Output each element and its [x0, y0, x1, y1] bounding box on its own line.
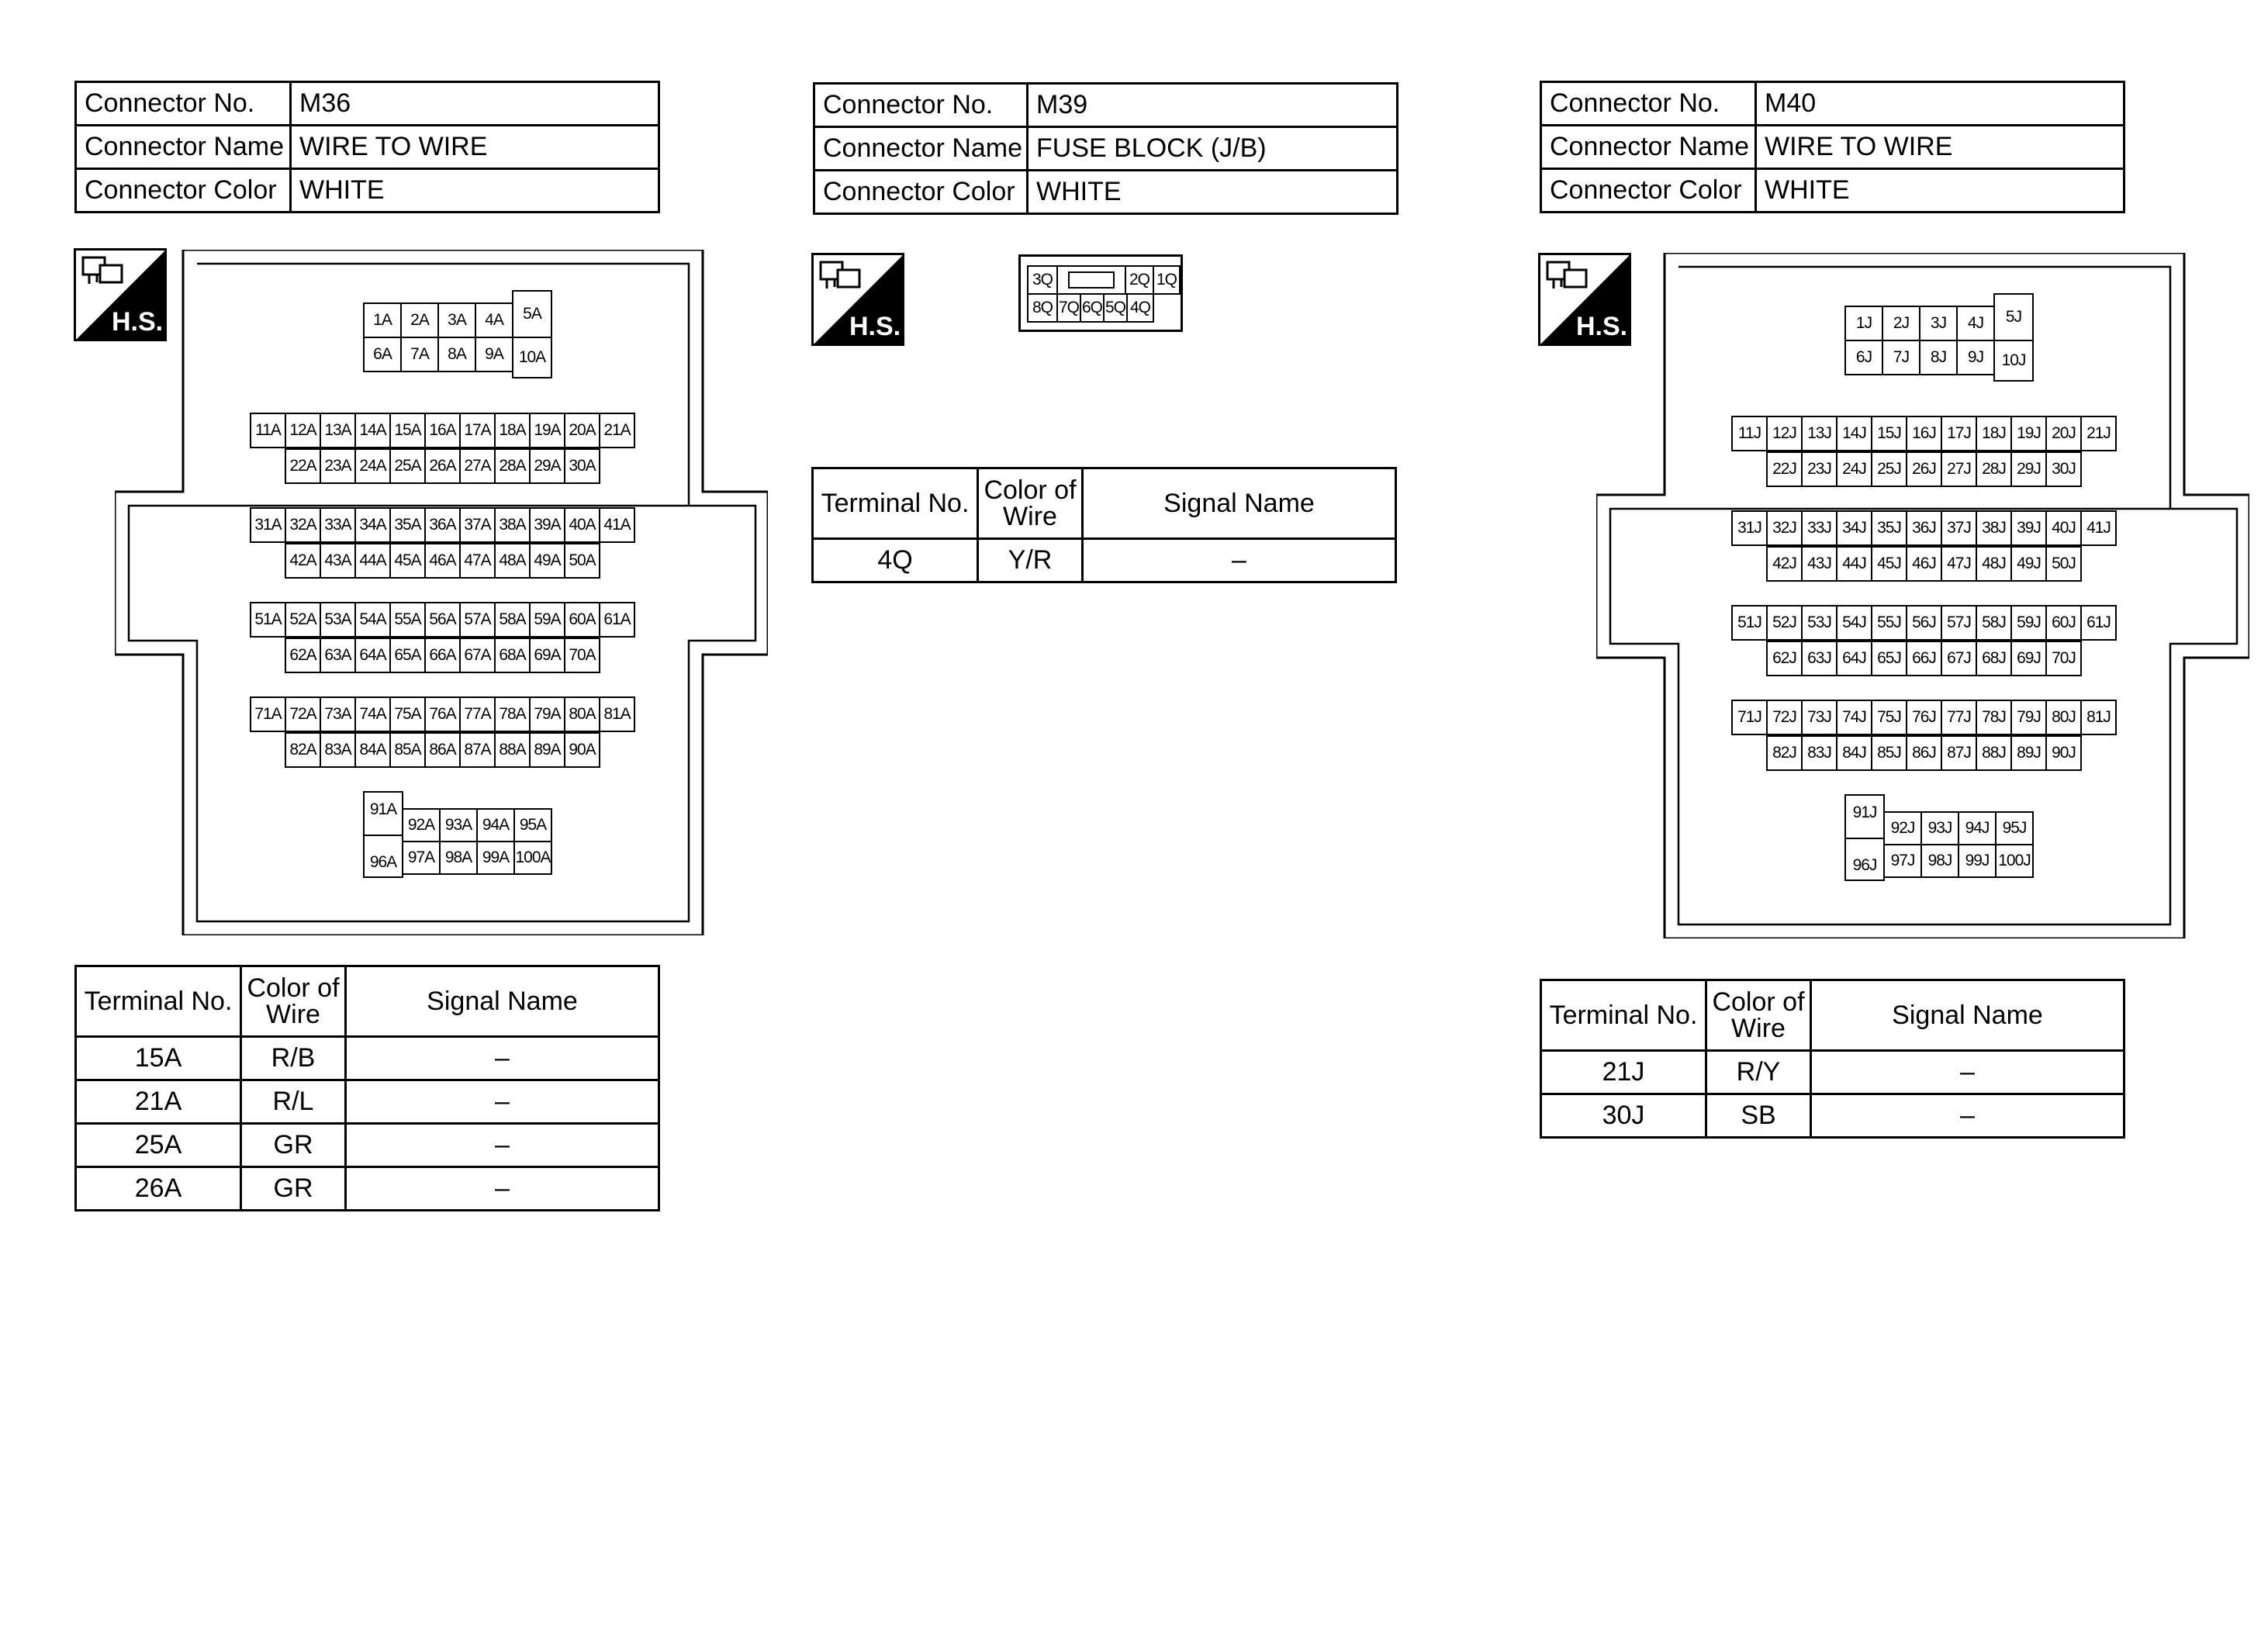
- pin-cell: 20J: [2045, 416, 2082, 451]
- pin-cell: 58J: [1976, 605, 2012, 641]
- m39-connector-name-row: [814, 127, 1398, 171]
- pin-cell: 77J: [1941, 700, 1977, 735]
- pin-cell: 81A: [599, 696, 635, 732]
- pin-cell: 17J: [1941, 416, 1977, 451]
- terminal-no: 15A: [76, 1037, 241, 1080]
- pin-cell: 97A: [402, 841, 441, 875]
- pin-cell: 61J: [2080, 605, 2117, 641]
- pin-cell: 56A: [424, 602, 461, 638]
- terminal-no-header: Terminal No.: [1541, 980, 1706, 1051]
- pin-cell: 6J: [1844, 340, 1883, 375]
- pin-cell: 89J: [2010, 735, 2047, 771]
- pin-cell: 91A: [363, 791, 403, 836]
- info-label: Connector No.: [76, 82, 291, 126]
- pin-cell: 42A: [285, 543, 321, 579]
- info-label: Connector Color: [1541, 169, 1756, 213]
- pin-cell: 79A: [529, 696, 565, 732]
- pin-cell: 2J: [1882, 306, 1920, 341]
- signal-name: –: [1811, 1094, 2124, 1138]
- pin-cell: 88J: [1976, 735, 2012, 771]
- pin-cell: 24J: [1836, 451, 1872, 487]
- pin-cell: 60A: [564, 602, 600, 638]
- wire-color: R/B: [241, 1037, 346, 1080]
- pin-cell: 41A: [599, 507, 635, 543]
- pin-cell: 3Q: [1027, 265, 1058, 295]
- wire-color: SB: [1706, 1094, 1811, 1138]
- pin-cell: 74J: [1836, 700, 1872, 735]
- hs-label: H.S.: [1575, 312, 1628, 341]
- pin-cell: 81J: [2080, 700, 2117, 735]
- m39-connector-face: [1018, 254, 1183, 332]
- pin-cell: 14J: [1836, 416, 1872, 451]
- pin-cell: 94J: [1958, 811, 1997, 845]
- wire-color: GR: [241, 1124, 346, 1167]
- info-label: Connector No.: [1541, 82, 1756, 126]
- pin-cell: 18A: [494, 413, 531, 448]
- pin-cell: 19J: [2010, 416, 2047, 451]
- pin-cell: 78J: [1976, 700, 2012, 735]
- pin-cell: 44A: [354, 543, 391, 579]
- pin-cell: 6A: [363, 337, 402, 372]
- pin-cell: 62J: [1766, 641, 1803, 676]
- pin-cell: 34J: [1836, 510, 1872, 546]
- wire-color-header: Color of Wire: [1706, 980, 1811, 1051]
- pin-cell: 26J: [1906, 451, 1942, 487]
- pin-cell: 82A: [285, 732, 321, 768]
- pin-cell: 43J: [1801, 546, 1837, 582]
- pin-cell: 91J: [1844, 794, 1885, 839]
- pin-cell: 93A: [439, 808, 478, 842]
- pin-cell: 45A: [389, 543, 426, 579]
- info-label: Connector No.: [814, 84, 1028, 127]
- pin-cell: 29A: [529, 448, 565, 484]
- pin-cell: 49A: [529, 543, 565, 579]
- pin-cell: 66J: [1906, 641, 1942, 676]
- m36-connector-name-row: [76, 126, 659, 169]
- pin-cell: 41J: [2080, 510, 2117, 546]
- m40-terminal-table: [1540, 979, 2125, 1139]
- pin-cell: 46J: [1906, 546, 1942, 582]
- m40-connector-no-row: [1541, 82, 2124, 126]
- pin-cell: 36J: [1906, 510, 1942, 546]
- wire-color-header: Color of Wire: [241, 966, 346, 1037]
- pin-cell: 13J: [1801, 416, 1837, 451]
- pin-cell: 17A: [459, 413, 496, 448]
- pin-cell: 73A: [320, 696, 356, 732]
- pin-cell: 3A: [437, 302, 476, 338]
- terminal-no: 25A: [76, 1124, 241, 1167]
- pin-cell: 95A: [513, 808, 552, 842]
- pin-cell: 89A: [529, 732, 565, 768]
- terminal-no: 26A: [76, 1167, 241, 1211]
- table-row: [1541, 1051, 2124, 1094]
- pin-cell: 69J: [2010, 641, 2047, 676]
- pin-cell: 63J: [1801, 641, 1837, 676]
- pin-cell: 12J: [1766, 416, 1803, 451]
- pin-cell: 18J: [1976, 416, 2012, 451]
- signal-name: –: [346, 1167, 659, 1211]
- signal-name-header: Signal Name: [346, 966, 659, 1037]
- info-label: Connector Name: [814, 127, 1028, 171]
- pin-cell: 20A: [564, 413, 600, 448]
- pin-cell: 62A: [285, 638, 321, 673]
- wire-color: R/Y: [1706, 1051, 1811, 1094]
- info-value: WIRE TO WIRE: [1756, 126, 2124, 169]
- pin-cell: 24A: [354, 448, 391, 484]
- pin-cell: 11A: [250, 413, 286, 448]
- info-label: Connector Name: [1541, 126, 1756, 169]
- signal-name: –: [346, 1037, 659, 1080]
- pin-cell: 50A: [564, 543, 600, 579]
- pin-cell: 2A: [400, 302, 439, 338]
- pin-cell: 7A: [400, 337, 439, 372]
- terminal-table-header: [76, 966, 659, 1037]
- pin-cell: 49J: [2010, 546, 2047, 582]
- signal-name: –: [346, 1080, 659, 1124]
- pin-cell: 80J: [2045, 700, 2082, 735]
- pin-cell: 22A: [285, 448, 321, 484]
- pin-cell: 65J: [1871, 641, 1907, 676]
- info-value: WHITE: [1028, 171, 1398, 214]
- pin-cell: 85J: [1871, 735, 1907, 771]
- pin-cell: 37A: [459, 507, 496, 543]
- pin-cell: 64J: [1836, 641, 1872, 676]
- pin-cell: 84A: [354, 732, 391, 768]
- table-row: [76, 1037, 659, 1080]
- wire-color: R/L: [241, 1080, 346, 1124]
- pin-cell: 34A: [354, 507, 391, 543]
- pin-cell: 35J: [1871, 510, 1907, 546]
- pin-cell: 82J: [1766, 735, 1803, 771]
- pin-cell: 53J: [1801, 605, 1837, 641]
- pin-cell: 3J: [1919, 306, 1958, 341]
- pin-cell: 32A: [285, 507, 321, 543]
- pin-cell: 67A: [459, 638, 496, 673]
- pin-cell: 68J: [1976, 641, 2012, 676]
- pin-cell: 5J: [1993, 293, 2034, 341]
- pin-cell: 8J: [1919, 340, 1958, 375]
- pin-cell: 21A: [599, 413, 635, 448]
- pin-cell: 23A: [320, 448, 356, 484]
- hs-badge-icon: [811, 253, 904, 346]
- pin-cell: 90A: [564, 732, 600, 768]
- m39-connector-color-row: [814, 171, 1398, 214]
- pin-cell: 1J: [1844, 306, 1883, 341]
- pin-cell: 66A: [424, 638, 461, 673]
- pin-cell: 72J: [1766, 700, 1803, 735]
- pin-cell: 40A: [564, 507, 600, 543]
- pin-cell: 79J: [2010, 700, 2047, 735]
- pin-cell: 30J: [2045, 451, 2082, 487]
- pin-cell: 23J: [1801, 451, 1837, 487]
- pin-cell: 68A: [494, 638, 531, 673]
- pin-cell: 74A: [354, 696, 391, 732]
- pin-cell: 30A: [564, 448, 600, 484]
- pin-cell: 45J: [1871, 546, 1907, 582]
- pin-cell: 1Q: [1153, 265, 1181, 295]
- pin-cell: 55J: [1871, 605, 1907, 641]
- pin-cell: 21J: [2080, 416, 2117, 451]
- pin-cell: 13A: [320, 413, 356, 448]
- pin-cell: 16J: [1906, 416, 1942, 451]
- pin-cell: 57J: [1941, 605, 1977, 641]
- pin-cell: 60J: [2045, 605, 2082, 641]
- pin-cell: 70J: [2045, 641, 2082, 676]
- pin-cell: 12A: [285, 413, 321, 448]
- pin-cell: 86A: [424, 732, 461, 768]
- pin-cell: 7J: [1882, 340, 1920, 375]
- pin-cell: 78A: [494, 696, 531, 732]
- pin-cell: 33J: [1801, 510, 1837, 546]
- pin-cell: 35A: [389, 507, 426, 543]
- pin-cell: 97J: [1883, 844, 1922, 878]
- pin-cell: 22J: [1766, 451, 1803, 487]
- terminal-no-header: Terminal No.: [813, 468, 978, 539]
- info-value: FUSE BLOCK (J/B): [1028, 127, 1398, 171]
- table-row: [813, 539, 1396, 582]
- info-value: WHITE: [291, 169, 659, 213]
- m36-terminal-table: [74, 965, 660, 1211]
- pin-cell: 10J: [1993, 340, 2034, 382]
- pin-cell: 43A: [320, 543, 356, 579]
- terminal-no: 21J: [1541, 1051, 1706, 1094]
- m39-connector-no-row: [814, 84, 1398, 127]
- pin-cell: 59A: [529, 602, 565, 638]
- m40-connector-face: [1596, 253, 2249, 938]
- signal-name: –: [1083, 539, 1396, 582]
- pin-cell: 80A: [564, 696, 600, 732]
- m36-connector-info: [74, 81, 660, 213]
- pin-cell: 54J: [1836, 605, 1872, 641]
- pin-cell: 5A: [512, 290, 552, 338]
- pin-cell: 75A: [389, 696, 426, 732]
- table-row: [1541, 1094, 2124, 1138]
- pin-cell: 64A: [354, 638, 391, 673]
- pin-cell: 14A: [354, 413, 391, 448]
- pin-cell: 96J: [1844, 838, 1885, 881]
- info-label: Connector Color: [814, 171, 1028, 214]
- pin-cell: 28J: [1976, 451, 2012, 487]
- pin-cell: 9J: [1956, 340, 1995, 375]
- pin-cell: 47A: [459, 543, 496, 579]
- pin-cell: 94A: [476, 808, 515, 842]
- pin-cell: 85A: [389, 732, 426, 768]
- pin-cell: 96A: [363, 835, 403, 878]
- m40-connector-color-row: [1541, 169, 2124, 213]
- pin-cell: 48A: [494, 543, 531, 579]
- pin-cell: 1A: [363, 302, 402, 338]
- terminal-no: 21A: [76, 1080, 241, 1124]
- wire-color-header: Color of Wire: [978, 468, 1083, 539]
- pin-cell: 6Q: [1080, 293, 1105, 323]
- pin-cell: 90J: [2045, 735, 2082, 771]
- info-value: M36: [291, 82, 659, 126]
- pin-cell: 40J: [2045, 510, 2082, 546]
- m40-connector-name-row: [1541, 126, 2124, 169]
- pin-cell: 37J: [1941, 510, 1977, 546]
- pin-cell: 55A: [389, 602, 426, 638]
- pin-cell: 31J: [1731, 510, 1768, 546]
- pin-cell: 100J: [1995, 844, 2034, 878]
- pin-cell: 88A: [494, 732, 531, 768]
- pin-cell: 48J: [1976, 546, 2012, 582]
- pin-cell: 87J: [1941, 735, 1977, 771]
- pin-cell: 84J: [1836, 735, 1872, 771]
- info-value: WHITE: [1756, 169, 2124, 213]
- terminal-table-header: [1541, 980, 2124, 1051]
- pin-cell: 31A: [250, 507, 286, 543]
- pin-cell: 47J: [1941, 546, 1977, 582]
- pin-cell: 83J: [1801, 735, 1837, 771]
- pin-cell: 9A: [475, 337, 513, 372]
- pin-cell: 70A: [564, 638, 600, 673]
- pin-cell: 76J: [1906, 700, 1942, 735]
- pin-cell: 52A: [285, 602, 321, 638]
- pin-cell: 32J: [1766, 510, 1803, 546]
- pin-cell: 87A: [459, 732, 496, 768]
- pin-cell: 61A: [599, 602, 635, 638]
- pin-cell: 33A: [320, 507, 356, 543]
- info-label: Connector Color: [76, 169, 291, 213]
- info-value: WIRE TO WIRE: [291, 126, 659, 169]
- pin-cell: 56J: [1906, 605, 1942, 641]
- signal-name-header: Signal Name: [1811, 980, 2124, 1051]
- m40-connector-info: [1540, 81, 2125, 213]
- pin-cell: 72A: [285, 696, 321, 732]
- signal-name: –: [346, 1124, 659, 1167]
- pin-cell: 16A: [424, 413, 461, 448]
- pin-cell: 73J: [1801, 700, 1837, 735]
- wire-color: Y/R: [978, 539, 1083, 582]
- pin-cell: 76A: [424, 696, 461, 732]
- table-row: [76, 1167, 659, 1211]
- pin-cell: 75J: [1871, 700, 1907, 735]
- terminal-no: 30J: [1541, 1094, 1706, 1138]
- pin-cell: 44J: [1836, 546, 1872, 582]
- pin-cell: 71J: [1731, 700, 1768, 735]
- pin-cell: 42J: [1766, 546, 1803, 582]
- pin-cell: 53A: [320, 602, 356, 638]
- info-label: Connector Name: [76, 126, 291, 169]
- pin-cell: 15J: [1871, 416, 1907, 451]
- m39-connector-info: [813, 82, 1398, 215]
- pin-cell: 27J: [1941, 451, 1977, 487]
- pin-cell: 10A: [512, 337, 552, 378]
- terminal-table-header: [813, 468, 1396, 539]
- pin-cell: 63A: [320, 638, 356, 673]
- pin-cell: 36A: [424, 507, 461, 543]
- hs-label: H.S.: [849, 312, 901, 341]
- terminal-no-header: Terminal No.: [76, 966, 241, 1037]
- wire-color: GR: [241, 1167, 346, 1211]
- pin-cell: 51J: [1731, 605, 1768, 641]
- pin-cell: 59J: [2010, 605, 2047, 641]
- m39-terminal-table: [811, 467, 1397, 583]
- pin-cell: 54A: [354, 602, 391, 638]
- hs-label: H.S.: [111, 307, 164, 337]
- pin-cell: 98J: [1920, 844, 1959, 878]
- pin-cell: 15A: [389, 413, 426, 448]
- pin-cell: 4A: [475, 302, 513, 338]
- pin-cell: 92A: [402, 808, 441, 842]
- pin-cell: 39J: [2010, 510, 2047, 546]
- pin-cell: 38J: [1976, 510, 2012, 546]
- terminal-no: 4Q: [813, 539, 978, 582]
- pin-cell: 71A: [250, 696, 286, 732]
- pin-cell: 11J: [1731, 416, 1768, 451]
- pin-blank-slot: [1056, 265, 1126, 295]
- pin-cell: 51A: [250, 602, 286, 638]
- pin-cell: 7Q: [1056, 293, 1081, 323]
- pin-cell: 95J: [1995, 811, 2034, 845]
- pin-cell: 27A: [459, 448, 496, 484]
- pin-cell: 29J: [2010, 451, 2047, 487]
- signal-name: –: [1811, 1051, 2124, 1094]
- info-value: M40: [1756, 82, 2124, 126]
- pin-cell: 92J: [1883, 811, 1922, 845]
- table-row: [76, 1080, 659, 1124]
- m36-connector-no-row: [76, 82, 659, 126]
- pin-cell: 8A: [437, 337, 476, 372]
- pin-cell: 5Q: [1103, 293, 1128, 323]
- pin-cell: 28A: [494, 448, 531, 484]
- pin-cell: 25J: [1871, 451, 1907, 487]
- pin-cell: 57A: [459, 602, 496, 638]
- pin-cell: 86J: [1906, 735, 1942, 771]
- table-row: [76, 1124, 659, 1167]
- pin-cell: 25A: [389, 448, 426, 484]
- pin-cell: 38A: [494, 507, 531, 543]
- pin-cell: 2Q: [1125, 265, 1154, 295]
- pin-cell: 52J: [1766, 605, 1803, 641]
- pin-cell: 93J: [1920, 811, 1959, 845]
- pin-cell: 19A: [529, 413, 565, 448]
- pin-cell: 69A: [529, 638, 565, 673]
- m36-connector-color-row: [76, 169, 659, 213]
- pin-cell: 99J: [1958, 844, 1997, 878]
- pin-cell: 50J: [2045, 546, 2082, 582]
- pin-cell: 26A: [424, 448, 461, 484]
- info-value: M39: [1028, 84, 1398, 127]
- pin-cell: 100A: [513, 841, 552, 875]
- pin-cell: 4J: [1956, 306, 1995, 341]
- pin-cell: 67J: [1941, 641, 1977, 676]
- pin-cell: 65A: [389, 638, 426, 673]
- pin-cell: 77A: [459, 696, 496, 732]
- pin-cell: 83A: [320, 732, 356, 768]
- pin-cell: 98A: [439, 841, 478, 875]
- pin-cell: 8Q: [1027, 293, 1058, 323]
- pin-cell: 39A: [529, 507, 565, 543]
- pin-cell: 58A: [494, 602, 531, 638]
- m36-connector-face: [115, 250, 768, 935]
- pin-cell: 46A: [424, 543, 461, 579]
- signal-name-header: Signal Name: [1083, 468, 1396, 539]
- pin-cell: 4Q: [1126, 293, 1154, 323]
- pin-cell: 99A: [476, 841, 515, 875]
